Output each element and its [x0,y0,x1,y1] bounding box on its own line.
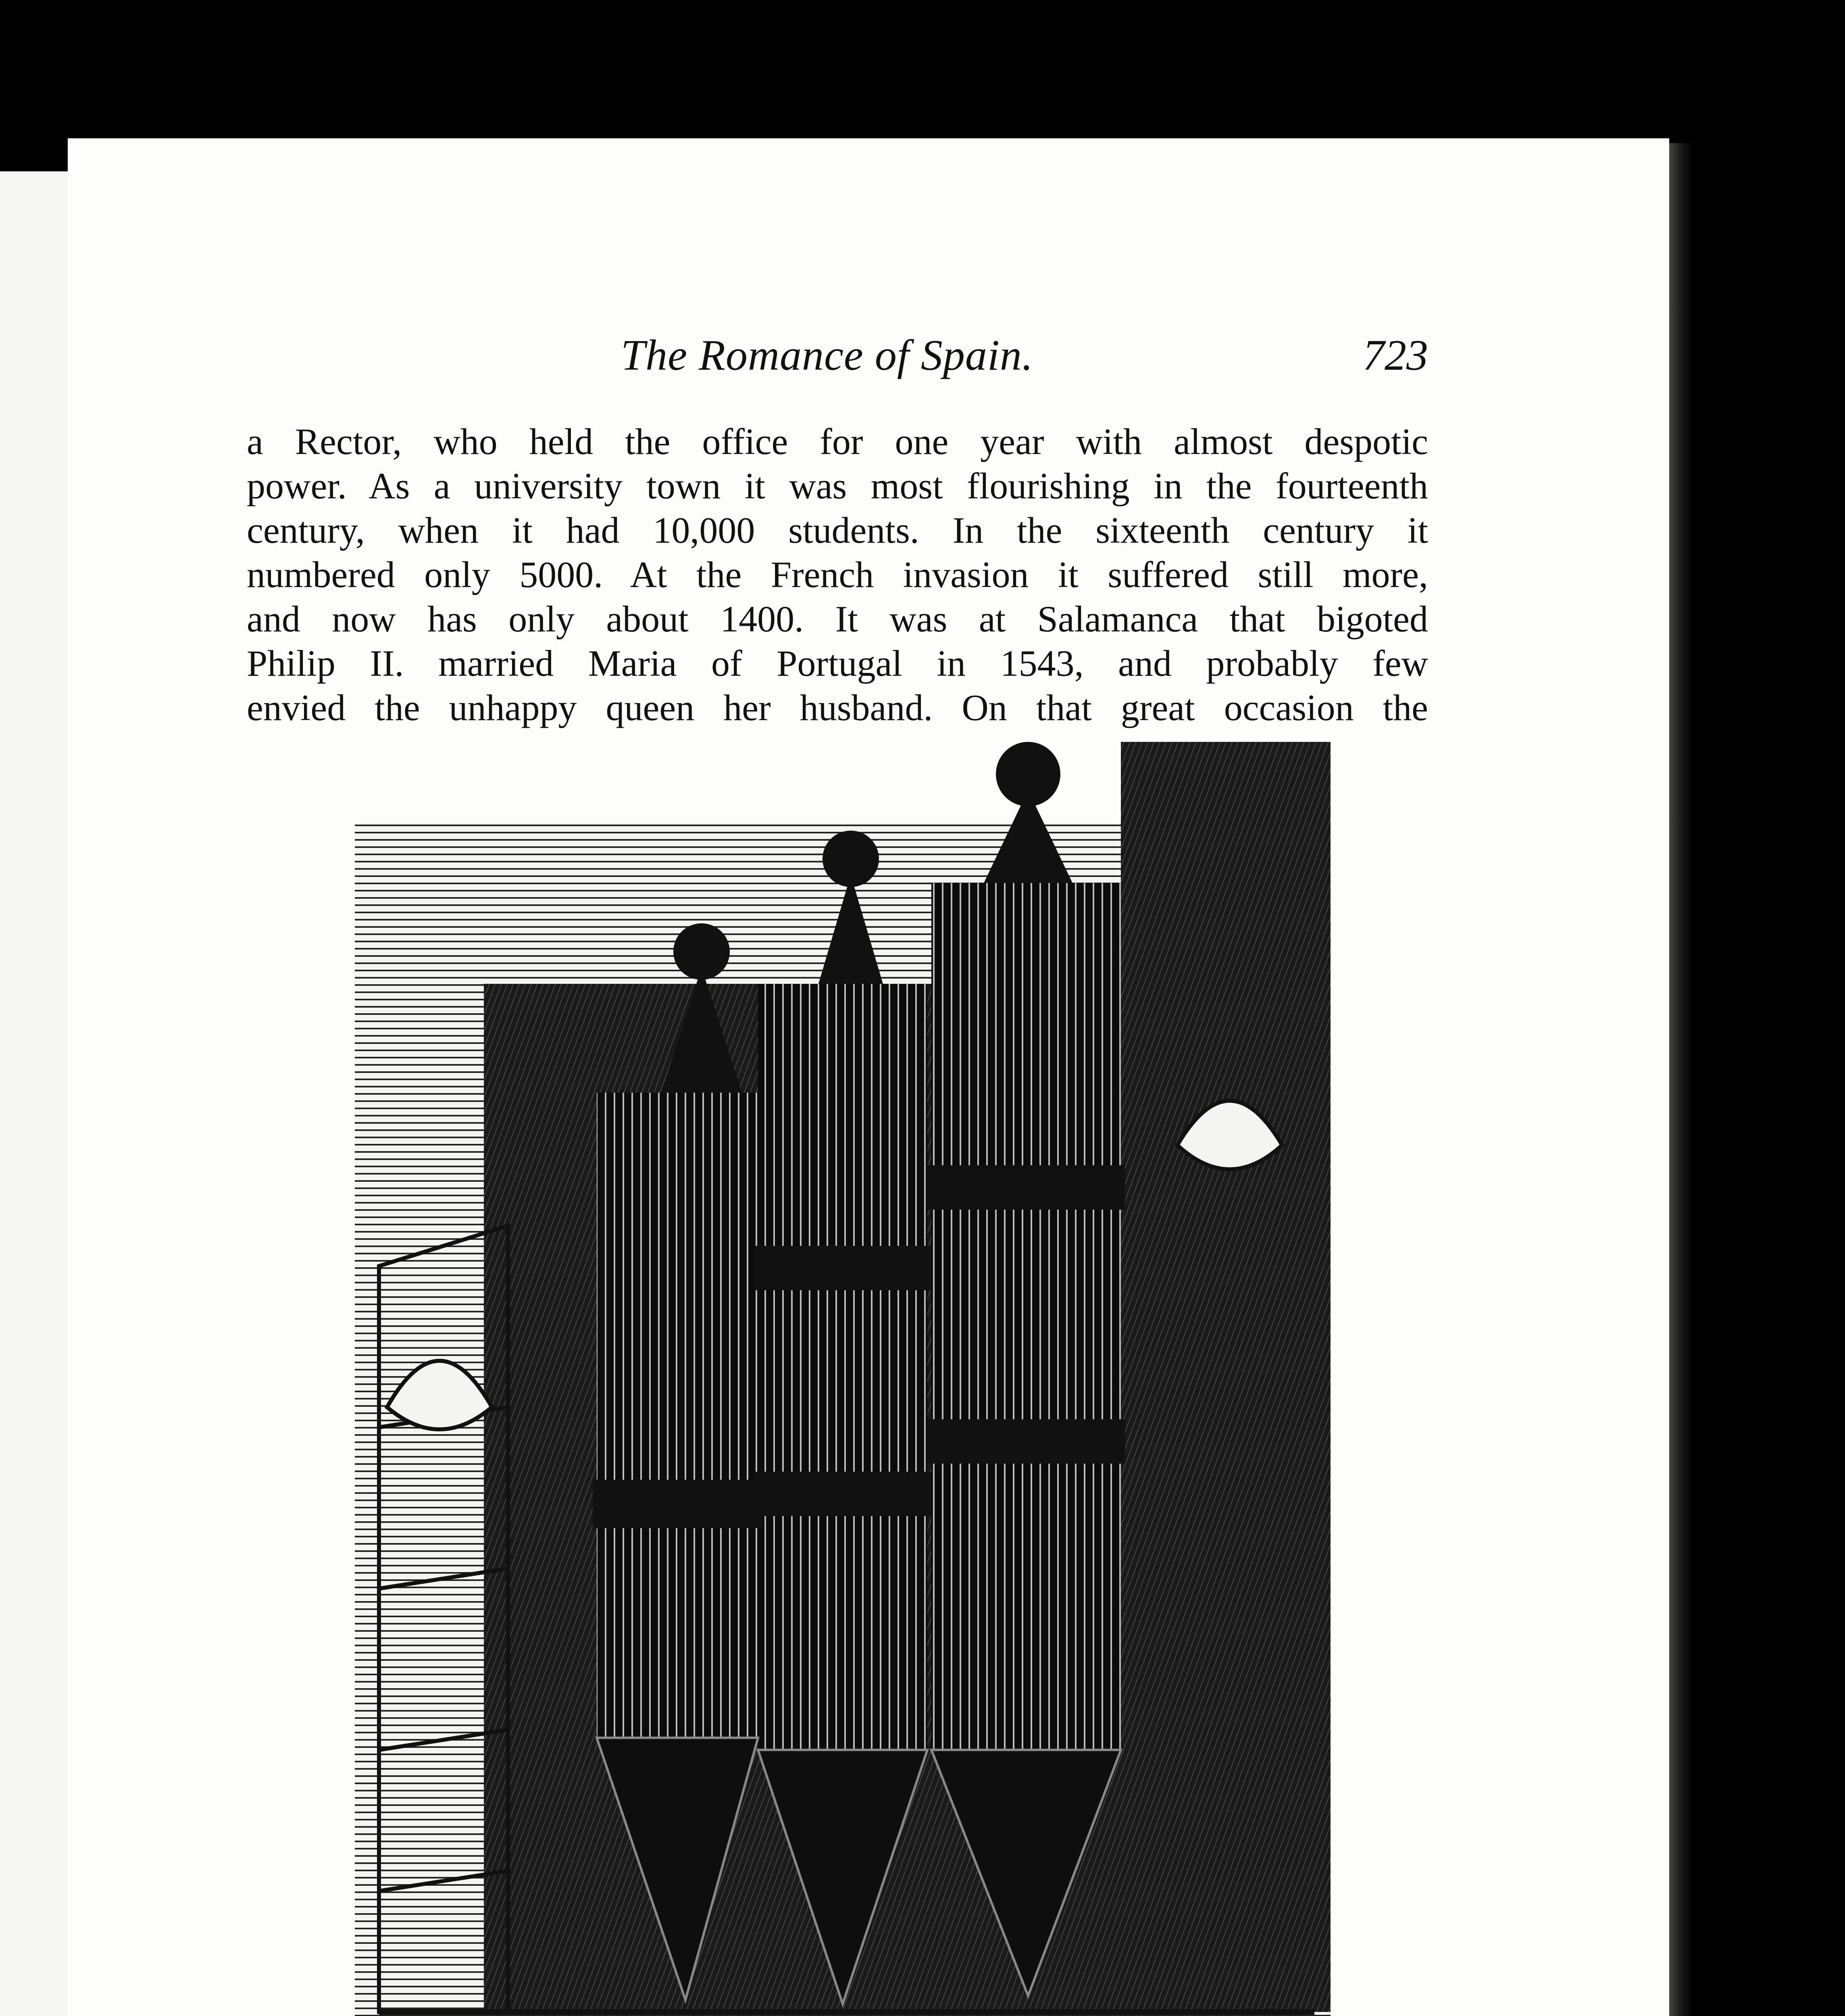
text-line: Philip II. married Maria of Portugal in 1543, and probably few [247,643,1428,684]
text-line: envied the unhappy queen her husband. On that great occasion the [247,687,1428,728]
page-edge [1669,143,1693,2016]
body-text-top [247,419,1428,730]
text-line: numbered only 5000. At the French invasion it suffered still more, [247,554,1428,595]
page-number: 723 [1363,331,1428,379]
text-line: a Rector, who held the office for one year with almost despotic [247,421,1428,462]
text-line: and now has only about 1400. It was at Salamanca that bigoted [247,598,1428,639]
house-of-shells-engraving [355,742,1331,2016]
running-title: The Romance of Spain. [621,331,1033,379]
text-line: century, when it had 10,000 students. In the sixteenth century it [247,510,1428,551]
text-line: power. As a university town it was most flourishing in the fourteenth [247,465,1428,506]
